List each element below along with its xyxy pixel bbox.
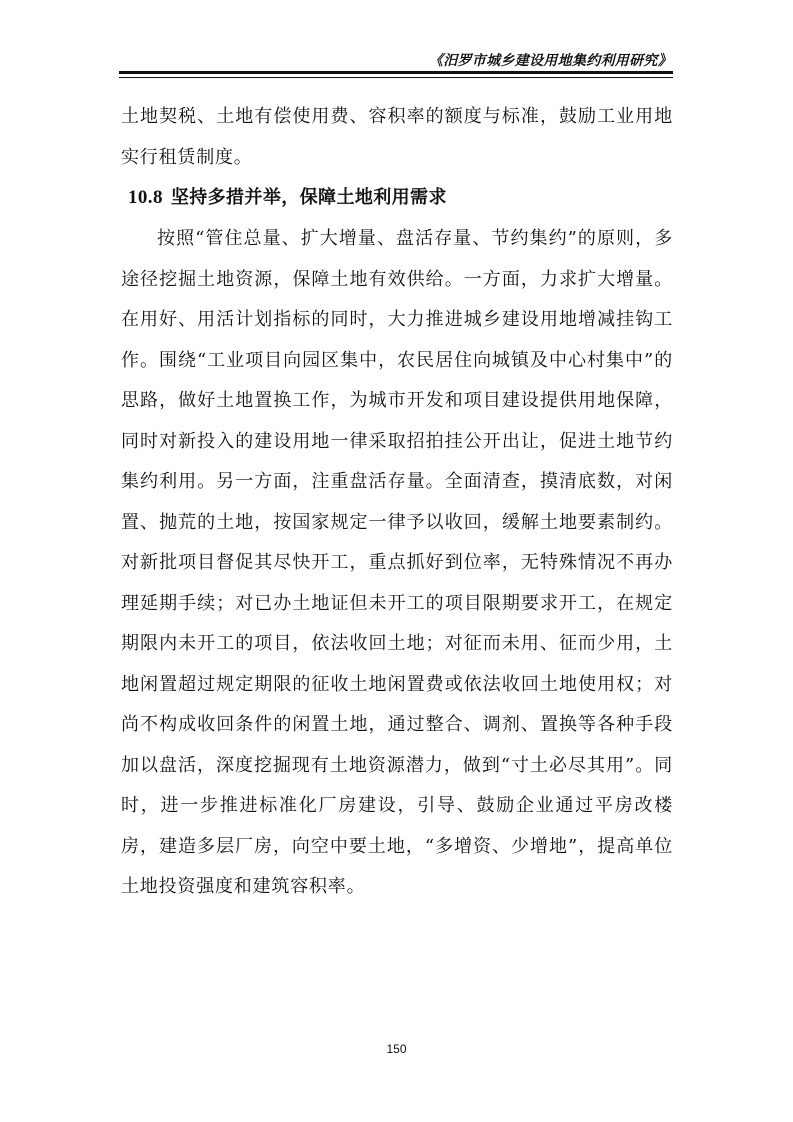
- running-header-title: 《汨罗市城乡建设用地集约利用研究》: [428, 53, 672, 69]
- body-paragraph: 按照“管住总量、扩大增量、盘活存量、节约集约”的原则，多途径挖掘土地资源，保障土地有效供给。一方面，力求扩大增量。在用好、用活计划指标的同时，大力推进城乡建设用地增减挂钩工作。围绕“工业项目向园区集中，农民居住向城镇及中心村集中”的思路，做好土地置换工作，为城市开发和项目建设提供用地保障，同时对新投入的建设用地一律采取招拍挂公开出让，促进土地节约集约利用。另一方面，注重盘活存量。全面清查，摸清底数，对闲置、抛荒的土地，按国家规定一律予以收回，缓解土地要素制约。对新批项目督促其尽快开工，重点抓好到位率，无特殊情况不再办理延期手续；对已办土地证但未开工的项目限期要求开工，在规定期限内未开工的项目，依法收回土地；对征而未用、征而少用，土地闲置超过规定期限的征收土地闲置费或依法收回土地使用权；对尚不构成收回条件的闲置土地，通过整合、调剂、置换等各种手段加以盘活，深度挖掘现有土地资源潜力，做到“寸土必尽其用”。同时，进一步推进标准化厂房建设，引导、鼓励企业通过平房改楼房，建造多层厂房，向空中要土地，“多增资、少增地”，提高单位土地投资强度和建筑容积率。: [121, 228, 673, 897]
- section-title: 坚持多措并举，保障土地利用需求: [170, 187, 447, 208]
- continued-paragraph: 土地契税、土地有偿使用费、容积率的额度与标准，鼓励工业用地实行租赁制度。: [121, 106, 673, 168]
- page-number: 150: [386, 1042, 407, 1056]
- header-rule-thin: [119, 77, 673, 78]
- page-body: [121, 97, 673, 908]
- header-rule-thick: [119, 71, 673, 74]
- section-number: 10.8: [128, 187, 163, 208]
- section-heading: [128, 180, 673, 216]
